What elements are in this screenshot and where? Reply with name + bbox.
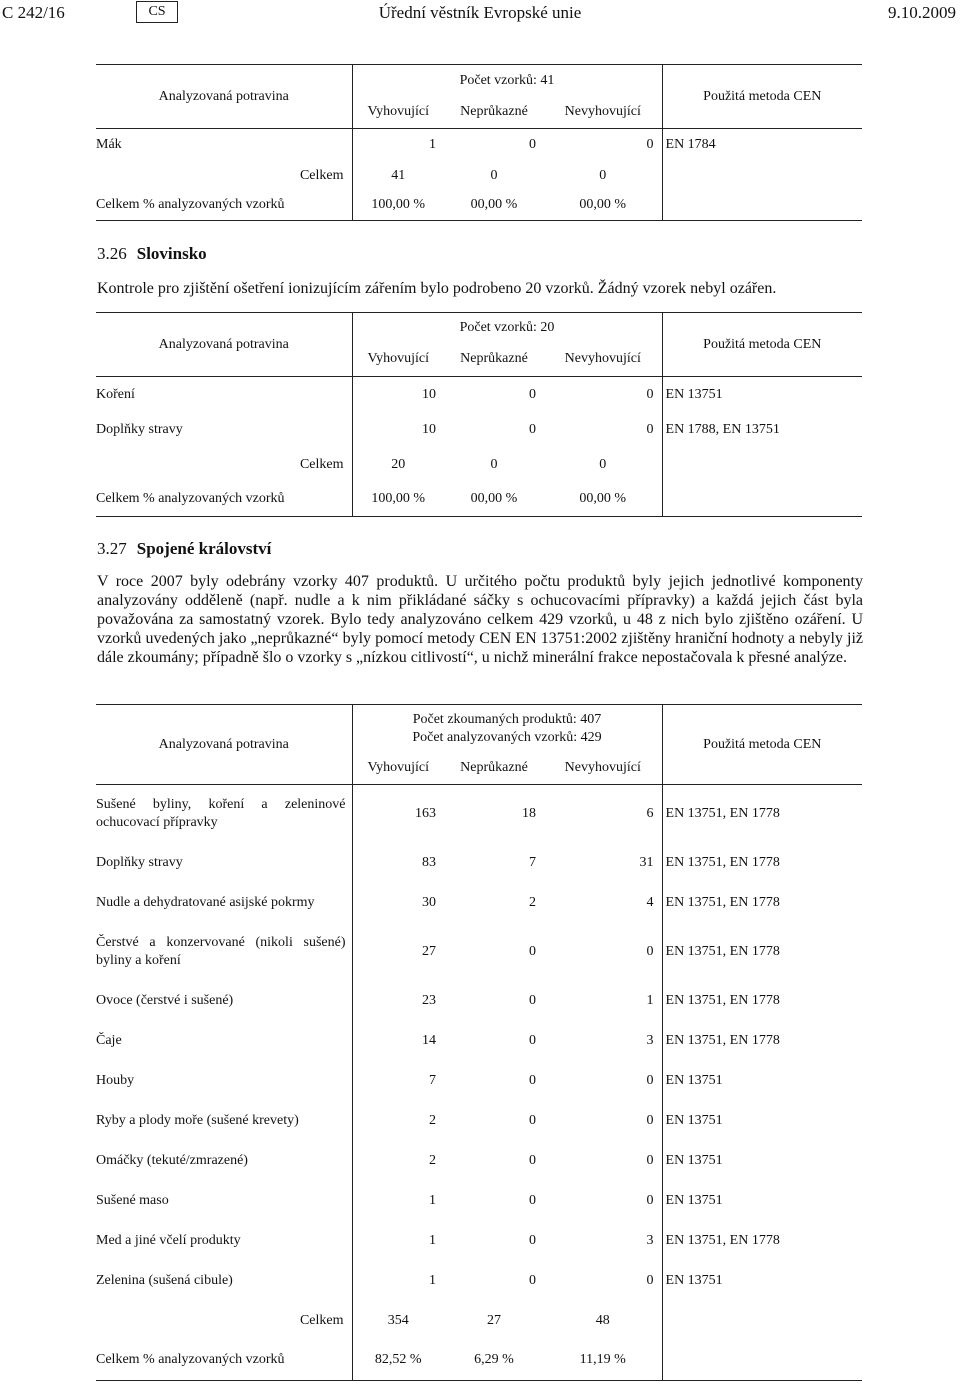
section-number: 3.26 <box>97 244 127 263</box>
row-inconclusive: 0 <box>529 1152 536 1168</box>
percent-inconclusive: 00,00 % <box>444 483 544 517</box>
table-spojene-kralovstvi <box>96 704 862 1381</box>
row-fail: 6 <box>544 785 662 843</box>
percent-fail: 11,19 % <box>544 1341 662 1381</box>
row-food: Čerstvé a konzervované (nikoli sušené) byliny a koření <box>96 923 352 981</box>
header-fail: Nevyhovující <box>544 97 662 129</box>
row-fail: 4 <box>544 883 662 923</box>
row-method: EN 13751, EN 1778 <box>665 894 780 910</box>
section-heading-3-26 <box>97 244 207 264</box>
header-sample-count: Počet vzorků: 20 <box>352 313 662 343</box>
row-food: Nudle a dehydratované asijské pokrmy <box>96 883 352 923</box>
row-ok: 7 <box>429 1072 436 1088</box>
table-slovinsko <box>96 312 862 517</box>
row-fail: 0 <box>544 1061 662 1101</box>
row-method: EN 1788, EN 13751 <box>665 421 780 437</box>
row-fail: 0 <box>544 1141 662 1181</box>
section-number: 3.27 <box>97 539 127 558</box>
row-food: Koření <box>96 377 352 413</box>
section-paragraph: V roce 2007 byly odebrány vzorky 407 produktů. U určitého počtu produktů byly jejich jednotlivé komponenty analyzovány odděleně (např. nudle a k nim přikládané sáčky s ochucovacími přípravky) a každá jejich část byla považována za samostatný vzorek. Bylo tedy analyzováno celkem 429 vzorků, u 48 z nich bylo zjištěno ozáření. U vzorků uvedených jako „neprůkazné“ byly pomocí metody CEN EN 13751:2002 zjištěny hraniční hodnoty a nebyly již dále zkoumány; případně šlo o vzorky s „nízkou citlivostí“, u nichž minerální frakce nepostačovala k přesné analýze. <box>97 573 863 666</box>
row-ok: 23 <box>422 992 436 1008</box>
row-ok: 1 <box>429 1232 436 1248</box>
row-inconclusive: 0 <box>529 421 536 437</box>
table-row <box>96 377 862 413</box>
publication-date: 9.10.2009 <box>888 3 956 22</box>
row-method: EN 13751, EN 1778 <box>665 1232 780 1248</box>
row-inconclusive: 0 <box>529 1032 536 1048</box>
header-inconclusive: Neprůkazné <box>444 343 544 377</box>
row-inconclusive: 0 <box>529 1112 536 1128</box>
section-heading-3-27 <box>97 539 271 559</box>
header-inconclusive: Neprůkazné <box>444 97 544 129</box>
row-food: Ryby a plody moře (sušené krevety) <box>96 1101 352 1141</box>
row-ok: 2 <box>429 1112 436 1128</box>
header-method: Použitá metoda CEN <box>662 313 862 377</box>
row-inconclusive: 0 <box>529 992 536 1008</box>
row-fail: 3 <box>544 1021 662 1061</box>
total-ok: 20 <box>391 456 406 472</box>
row-ok: 2 <box>429 1152 436 1168</box>
row-fail: 0 <box>544 377 662 413</box>
total-fail: 0 <box>544 161 662 191</box>
row-ok: 1 <box>429 1272 436 1288</box>
table-row <box>96 1221 862 1261</box>
row-method: EN 13751, EN 1778 <box>665 992 780 1008</box>
row-inconclusive: 0 <box>529 386 536 402</box>
row-method: EN 1784 <box>665 136 716 152</box>
header-food: Analyzovaná potravina <box>96 313 352 377</box>
row-ok: 10 <box>422 421 436 437</box>
total-inconclusive: 0 <box>490 167 498 183</box>
table-row <box>96 1101 862 1141</box>
total-inconclusive: 0 <box>490 456 498 472</box>
row-inconclusive: 7 <box>529 854 536 870</box>
page-number: C 242/16 <box>2 3 65 22</box>
row-ok: 27 <box>422 943 436 959</box>
header-samples-count: Počet analyzovaných vzorků: 429 <box>412 729 602 745</box>
row-method: EN 13751 <box>665 1112 723 1128</box>
total-inconclusive: 27 <box>487 1312 501 1328</box>
total-label: Celkem <box>96 161 352 191</box>
percent-fail: 00,00 % <box>544 483 662 517</box>
header-fail: Nevyhovující <box>544 343 662 377</box>
row-method: EN 13751 <box>665 386 723 402</box>
table-body <box>96 785 862 1301</box>
table-row <box>96 785 862 843</box>
row-inconclusive: 0 <box>529 136 536 152</box>
row-inconclusive: 2 <box>529 894 536 910</box>
header-ok: Vyhovující <box>352 97 444 129</box>
row-ok: 163 <box>415 805 436 821</box>
row-fail: 0 <box>544 1181 662 1221</box>
row-inconclusive: 0 <box>529 1192 536 1208</box>
table-mak <box>96 64 862 221</box>
total-ok: 41 <box>391 167 406 183</box>
percent-label: Celkem % analyzovaných vzorků <box>96 191 352 221</box>
row-ok: 1 <box>429 136 436 152</box>
row-food: Sušené maso <box>96 1181 352 1221</box>
row-fail: 0 <box>544 923 662 981</box>
total-fail: 48 <box>544 1301 662 1341</box>
percent-row <box>96 191 862 221</box>
row-method: EN 13751 <box>665 1152 723 1168</box>
total-label: Celkem <box>96 1301 352 1341</box>
total-ok: 354 <box>387 1312 409 1328</box>
row-fail: 3 <box>544 1221 662 1261</box>
row-method: EN 13751 <box>665 1272 723 1288</box>
row-food: Sušené byliny, koření a zeleninové ochucovací přípravky <box>96 785 352 843</box>
row-fail: 31 <box>544 843 662 883</box>
row-inconclusive: 0 <box>529 1072 536 1088</box>
header-fail: Nevyhovující <box>544 753 662 785</box>
percent-label: Celkem % analyzovaných vzorků <box>96 1341 352 1381</box>
row-fail: 0 <box>544 129 662 161</box>
row-inconclusive: 0 <box>529 1232 536 1248</box>
row-method: EN 13751 <box>665 1192 723 1208</box>
row-ok: 1 <box>429 1192 436 1208</box>
row-food: Houby <box>96 1061 352 1101</box>
table-row <box>96 129 862 161</box>
row-method: EN 13751, EN 1778 <box>665 943 780 959</box>
percent-ok: 100,00 % <box>352 483 444 517</box>
row-fail: 0 <box>544 1261 662 1301</box>
row-ok: 14 <box>422 1032 436 1048</box>
table-row <box>96 923 862 981</box>
row-food: Omáčky (tekuté/zmrazené) <box>96 1141 352 1181</box>
page-header <box>0 0 960 28</box>
table-row <box>96 843 862 883</box>
total-row <box>96 447 862 483</box>
percent-fail: 00,00 % <box>544 191 662 221</box>
row-method: EN 13751, EN 1778 <box>665 854 780 870</box>
percent-ok: 100,00 % <box>352 191 444 221</box>
total-label: Celkem <box>96 447 352 483</box>
section-title: Slovinsko <box>136 244 207 263</box>
row-food: Doplňky stravy <box>96 413 352 447</box>
header-sample-count <box>352 705 662 753</box>
header-food: Analyzovaná potravina <box>96 705 352 785</box>
row-ok: 10 <box>422 386 436 402</box>
journal-title: Úřední věstník Evropské unie <box>378 3 582 22</box>
header-inconclusive: Neprůkazné <box>444 753 544 785</box>
section-title: Spojené království <box>136 539 272 558</box>
row-fail: 1 <box>544 981 662 1021</box>
row-method: EN 13751, EN 1778 <box>665 1032 780 1048</box>
header-food: Analyzovaná potravina <box>96 65 352 129</box>
header-products-count: Počet zkoumaných produktů: 407 <box>412 711 602 727</box>
total-row <box>96 161 862 191</box>
row-food: Čaje <box>96 1021 352 1061</box>
language-badge: CS <box>136 1 178 23</box>
section-paragraph: Kontrole pro zjištění ošetření ionizujícím zářením bylo podrobeno 20 vzorků. Žádný vzorek nebyl ozářen. <box>97 280 777 297</box>
row-ok: 83 <box>422 854 436 870</box>
row-inconclusive: 18 <box>522 805 536 821</box>
total-fail: 0 <box>544 447 662 483</box>
header-method: Použitá metoda CEN <box>662 65 862 129</box>
percent-inconclusive: 00,00 % <box>444 191 544 221</box>
table-row <box>96 981 862 1021</box>
table-row <box>96 1061 862 1101</box>
row-method: EN 13751 <box>665 1072 723 1088</box>
table-row <box>96 1021 862 1061</box>
row-food: Med a jiné včelí produkty <box>96 1221 352 1261</box>
table-row <box>96 1141 862 1181</box>
row-food: Doplňky stravy <box>96 843 352 883</box>
row-food: Zelenina (sušená cibule) <box>96 1261 352 1301</box>
table-row <box>96 1181 862 1221</box>
row-food: Ovoce (čerstvé i sušené) <box>96 981 352 1021</box>
row-food: Mák <box>96 129 352 161</box>
header-ok: Vyhovující <box>352 753 444 785</box>
header-method: Použitá metoda CEN <box>662 705 862 785</box>
percent-row <box>96 483 862 517</box>
percent-ok: 82,52 % <box>352 1341 444 1381</box>
row-ok: 30 <box>422 894 436 910</box>
table-row <box>96 413 862 447</box>
percent-inconclusive: 6,29 % <box>444 1341 544 1381</box>
total-row <box>96 1301 862 1341</box>
row-fail: 0 <box>544 413 662 447</box>
row-inconclusive: 0 <box>529 1272 536 1288</box>
row-fail: 0 <box>544 1101 662 1141</box>
row-inconclusive: 0 <box>529 943 536 959</box>
percent-row <box>96 1341 862 1381</box>
header-sample-count: Počet vzorků: 41 <box>352 65 662 97</box>
row-method: EN 13751, EN 1778 <box>665 805 780 821</box>
header-ok: Vyhovující <box>352 343 444 377</box>
table-row <box>96 883 862 923</box>
percent-label: Celkem % analyzovaných vzorků <box>96 483 352 517</box>
table-row <box>96 1261 862 1301</box>
